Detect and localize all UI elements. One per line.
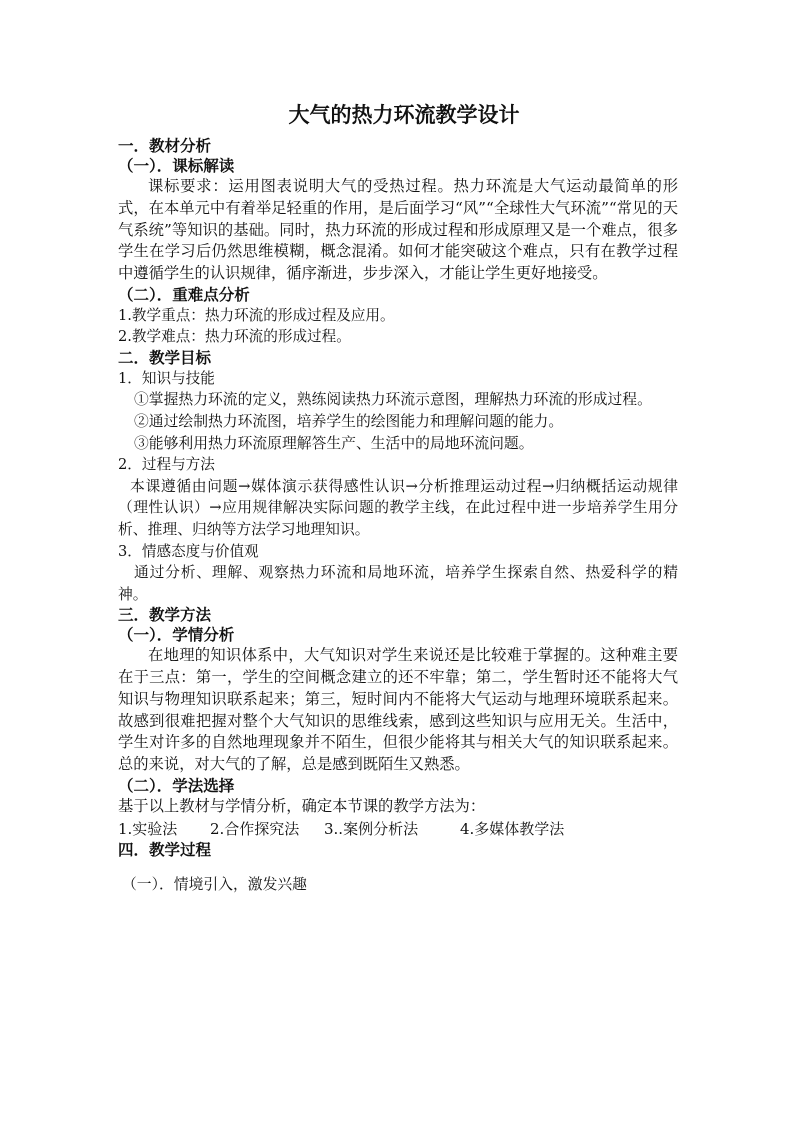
subsection-heading-key-points: （二）．重难点分析 <box>118 284 250 304</box>
goal-heading-attitude: 3．情感态度与价值观 <box>118 542 259 560</box>
goal-item-2: ②通过绘制热力环流图，培养学生的绘图能力和理解问题的能力。 <box>134 413 564 431</box>
section-heading-teaching-process: 四．教学过程 <box>118 839 212 859</box>
section-heading-teaching-methods: 三．教学方法 <box>118 605 212 625</box>
subsection-heading-introduction: （一）．情境引入，激发兴趣 <box>122 875 307 893</box>
method-item: 2.合作探究法 <box>210 819 300 838</box>
paragraph-curriculum: 课标要求：运用图表说明大气的受热过程。热力环流是大气运动最简单的形式，在本单元中有着举足轻重的作用，是后面学习“风”“全球性大气环流”“常见的天气系统”等知识的基础。同时，热力环流的形成过程和形成原理又是一个难点，很多学生在学习后仍然思维模糊，概念混淆。如何才能突破这个难点，只有在教学过程中遵循学生的认识规律，循序渐进，步步深入，才能让学生更好地接受。 <box>118 177 678 283</box>
list-item-key-point: 1.教学重点：热力环流的形成过程及应用。 <box>118 306 395 324</box>
section-heading-textbook-analysis: 一．教材分析 <box>118 136 212 155</box>
subsection-heading-student-analysis: （一）．学情分析 <box>118 625 235 645</box>
subsection-heading-curriculum: （一）．课标解读 <box>118 156 235 175</box>
paragraph-student-analysis: 在地理的知识体系中，大气知识对学生来说还是比较难于掌握的。这种难主要在于三点：第一，学生的空间概念建立的还不牢靠；第二，学生暂时还不能将大气知识与物理知识联系起来；第三，短时间内不能将大气运动与地理环境联系起来。故感到很难把握对整个大气知识的思维线索，感到这些知识与应用无关。生活中，学生对许多的自然地理现象并不陌生，但很少能将其与相关大气的知识联系起来。总的来说，对大气的了解，总是感到既陌生又熟悉。 <box>118 646 678 774</box>
paragraph-process: 本课遵循由问题→媒体演示获得感性认识→分析推理运动过程→归纳概括运动规律（理性认识）→应用规律解决实际问题的教学主线，在此过程中进一步培养学生用分析、推理、归纳等方法学习地理知识。 <box>118 477 678 538</box>
subsection-heading-method-selection: （二）．学法选择 <box>118 776 235 796</box>
goal-heading-knowledge: 1．知识与技能 <box>118 369 215 387</box>
section-heading-teaching-goals: 二．教学目标 <box>118 347 212 367</box>
paragraph-method-selection: 基于以上教材与学情分析，确定本节课的教学方法为： <box>118 797 486 816</box>
spacer <box>118 860 678 874</box>
goal-item-3: ③能够利用热力环流原理解答生产、生活中的局地环流问题。 <box>134 434 534 452</box>
method-item: 3..案例分析法 <box>324 819 419 838</box>
list-item-difficult-point: 2.教学难点：热力环流的形成过程。 <box>118 328 351 346</box>
method-item: 4.多媒体教学法 <box>460 819 565 838</box>
method-list <box>118 818 678 840</box>
method-item: 1.实验法 <box>118 819 178 838</box>
document-page <box>118 100 678 896</box>
goal-item-1: ①掌握热力环流的定义，熟练阅读热力环流示意图，理解热力环流的形成过程。 <box>134 391 652 409</box>
goal-heading-process: 2．过程与方法 <box>118 456 215 474</box>
paragraph-attitude: 通过分析、理解、观察热力环流和局地环流，培养学生探索自然、热爱科学的精神。 <box>118 564 678 603</box>
document-title: 大气的热力环流教学设计 <box>288 102 520 127</box>
